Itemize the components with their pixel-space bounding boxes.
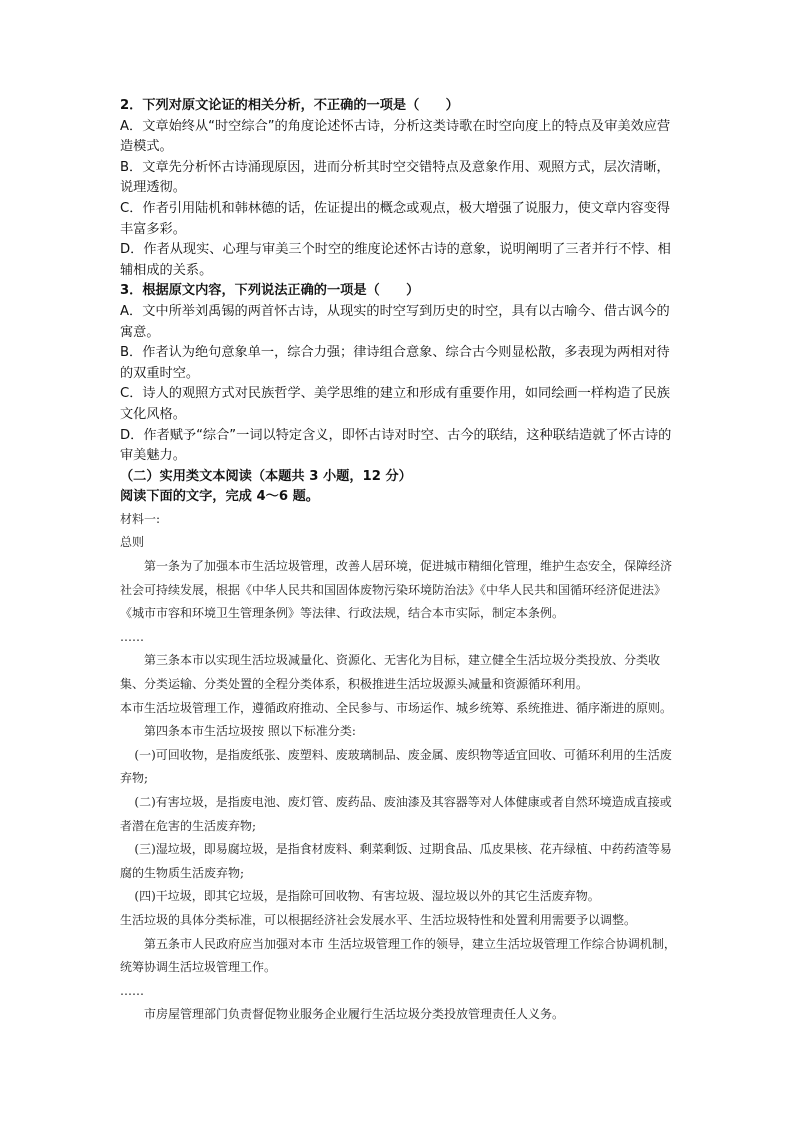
article-5: 第五条市人民政府应当加强对本市 生活垃圾管理工作的领导，建立生活垃圾管理工作综合协调机制，统筹协调生活垃圾管理工作。 (120, 936, 676, 975)
q2-option-c: C．作者引用陆机和韩林德的话，佐证提出的概念或观点，极大增强了说服力，使文章内容变得丰富多彩。 (120, 200, 670, 237)
q3-option-b: B．作者认为绝句意象单一，综合力强；律诗组合意象、综合古今则显松散，多表现为两相对待的双重时空。 (120, 345, 670, 381)
chapter-title: 总则 (120, 535, 145, 550)
q2-option-d: D．作者从现实、心理与审美三个时空的维度论述怀古诗的意象，说明阐明了三者并行不悖、相辅相成的关系。 (120, 242, 671, 278)
material-label: 材料一: (120, 511, 161, 526)
article-3: 第三条本市以实现生活垃圾减量化、资源化、无害化为目标，建立健全生活垃圾分类投放、分类收集、分类运输、分类处置的全程分类体系，积极推进生活垃圾源头减量和资源循环利用。 (120, 653, 661, 692)
article-4: 第四条本市生活垃圾按 照以下标准分类: (144, 724, 356, 739)
last-paragraph: 市房屋管理部门负责督促物业服务企业履行生活垃圾分类投放管理责任人义务。 (144, 1007, 565, 1022)
article-4-item-1: (一)可回收物，是指废纸张、废塑料、废玻璃制品、废金属、废织物等适宜回收、可循环利用的生活废弃物; (120, 747, 672, 786)
article-1: 第一条为了加强本市生活垃圾管理，改善人居环境，促进城市精细化管理，维护生态安全，保障经济社会可持续发展，根据《中华人民共和国固体废物污染环境防治法》《中华人民共和国循环经济促进法》《城市市容和环境卫生管理条例》等法律、行政法规，结合本市实际，制定本条例。 (120, 559, 673, 621)
q3-option-d: D．作者赋予“综合”一词以特定含义，即怀古诗对时空、古今的联结，这种联结造就了怀古诗的审美魅力。 (120, 427, 672, 464)
ellipsis-2: …… (120, 983, 144, 998)
article-4-item-3: (三)湿垃圾，即易腐垃圾，是指食材废料、剩菜剩饭、过期食品、瓜皮果核、花卉绿植、中药药渣等易腐的生物质生活废弃物; (120, 842, 672, 880)
article-4-item-4: (四)干垃圾，即其它垃圾，是指除可回收物、有害垃圾、湿垃圾以外的其它生活废弃物。 (134, 889, 600, 904)
q2-option-a: A．文章始终从“时空综合”的角度论述怀古诗，分析这类诗歌在时空向度上的特点及审美效应营造模式。 (120, 118, 671, 155)
q3-option-c: C．诗人的观照方式对民族哲学、美学思维的建立和形成有重要作用，如同绘画一样构造了民族文化风格。 (120, 386, 670, 422)
exam-page (120, 96, 680, 1027)
q2-option-b: B．文章先分析怀古诗涌现原因，进而分析其时空交错特点及意象作用、观照方式，层次清晰，说理透彻。 (120, 159, 670, 196)
article-3-principle: 本市生活垃圾管理工作，遵循政府推动、全民参与、市场运作、城乡统筹、系统推进、循序渐进的原则。 (120, 700, 673, 715)
section-title: （二）实用类文本阅读（本题共 3 小题，12 分） (120, 468, 412, 484)
section-instruction: 阅读下面的文字，完成 4～6 题。 (120, 489, 319, 505)
q3-option-a: A．文中所举刘禹锡的两首怀古诗，从现实的时空写到历史的时空，具有以古喻今、借古讽今的寓意。 (120, 303, 670, 340)
article-4-item-2: (二)有害垃圾，是指废电池、废灯管、废药品、废油漆及其容器等对人体健康或者自然环境造成直接或者潜在危害的生活废弃物; (120, 795, 672, 833)
q3-stem: 3．根据原文内容，下列说法正确的一项是（ ） (120, 283, 420, 299)
article-4-note: 生活垃圾的具体分类标准，可以根据经济社会发展水平、生活垃圾特性和处置利用需要予以调整。 (120, 912, 637, 927)
ellipsis-1: …… (120, 629, 144, 644)
q2-stem: 2．下列对原文论证的相关分析，不正确的一项是（ ） (120, 98, 459, 113)
